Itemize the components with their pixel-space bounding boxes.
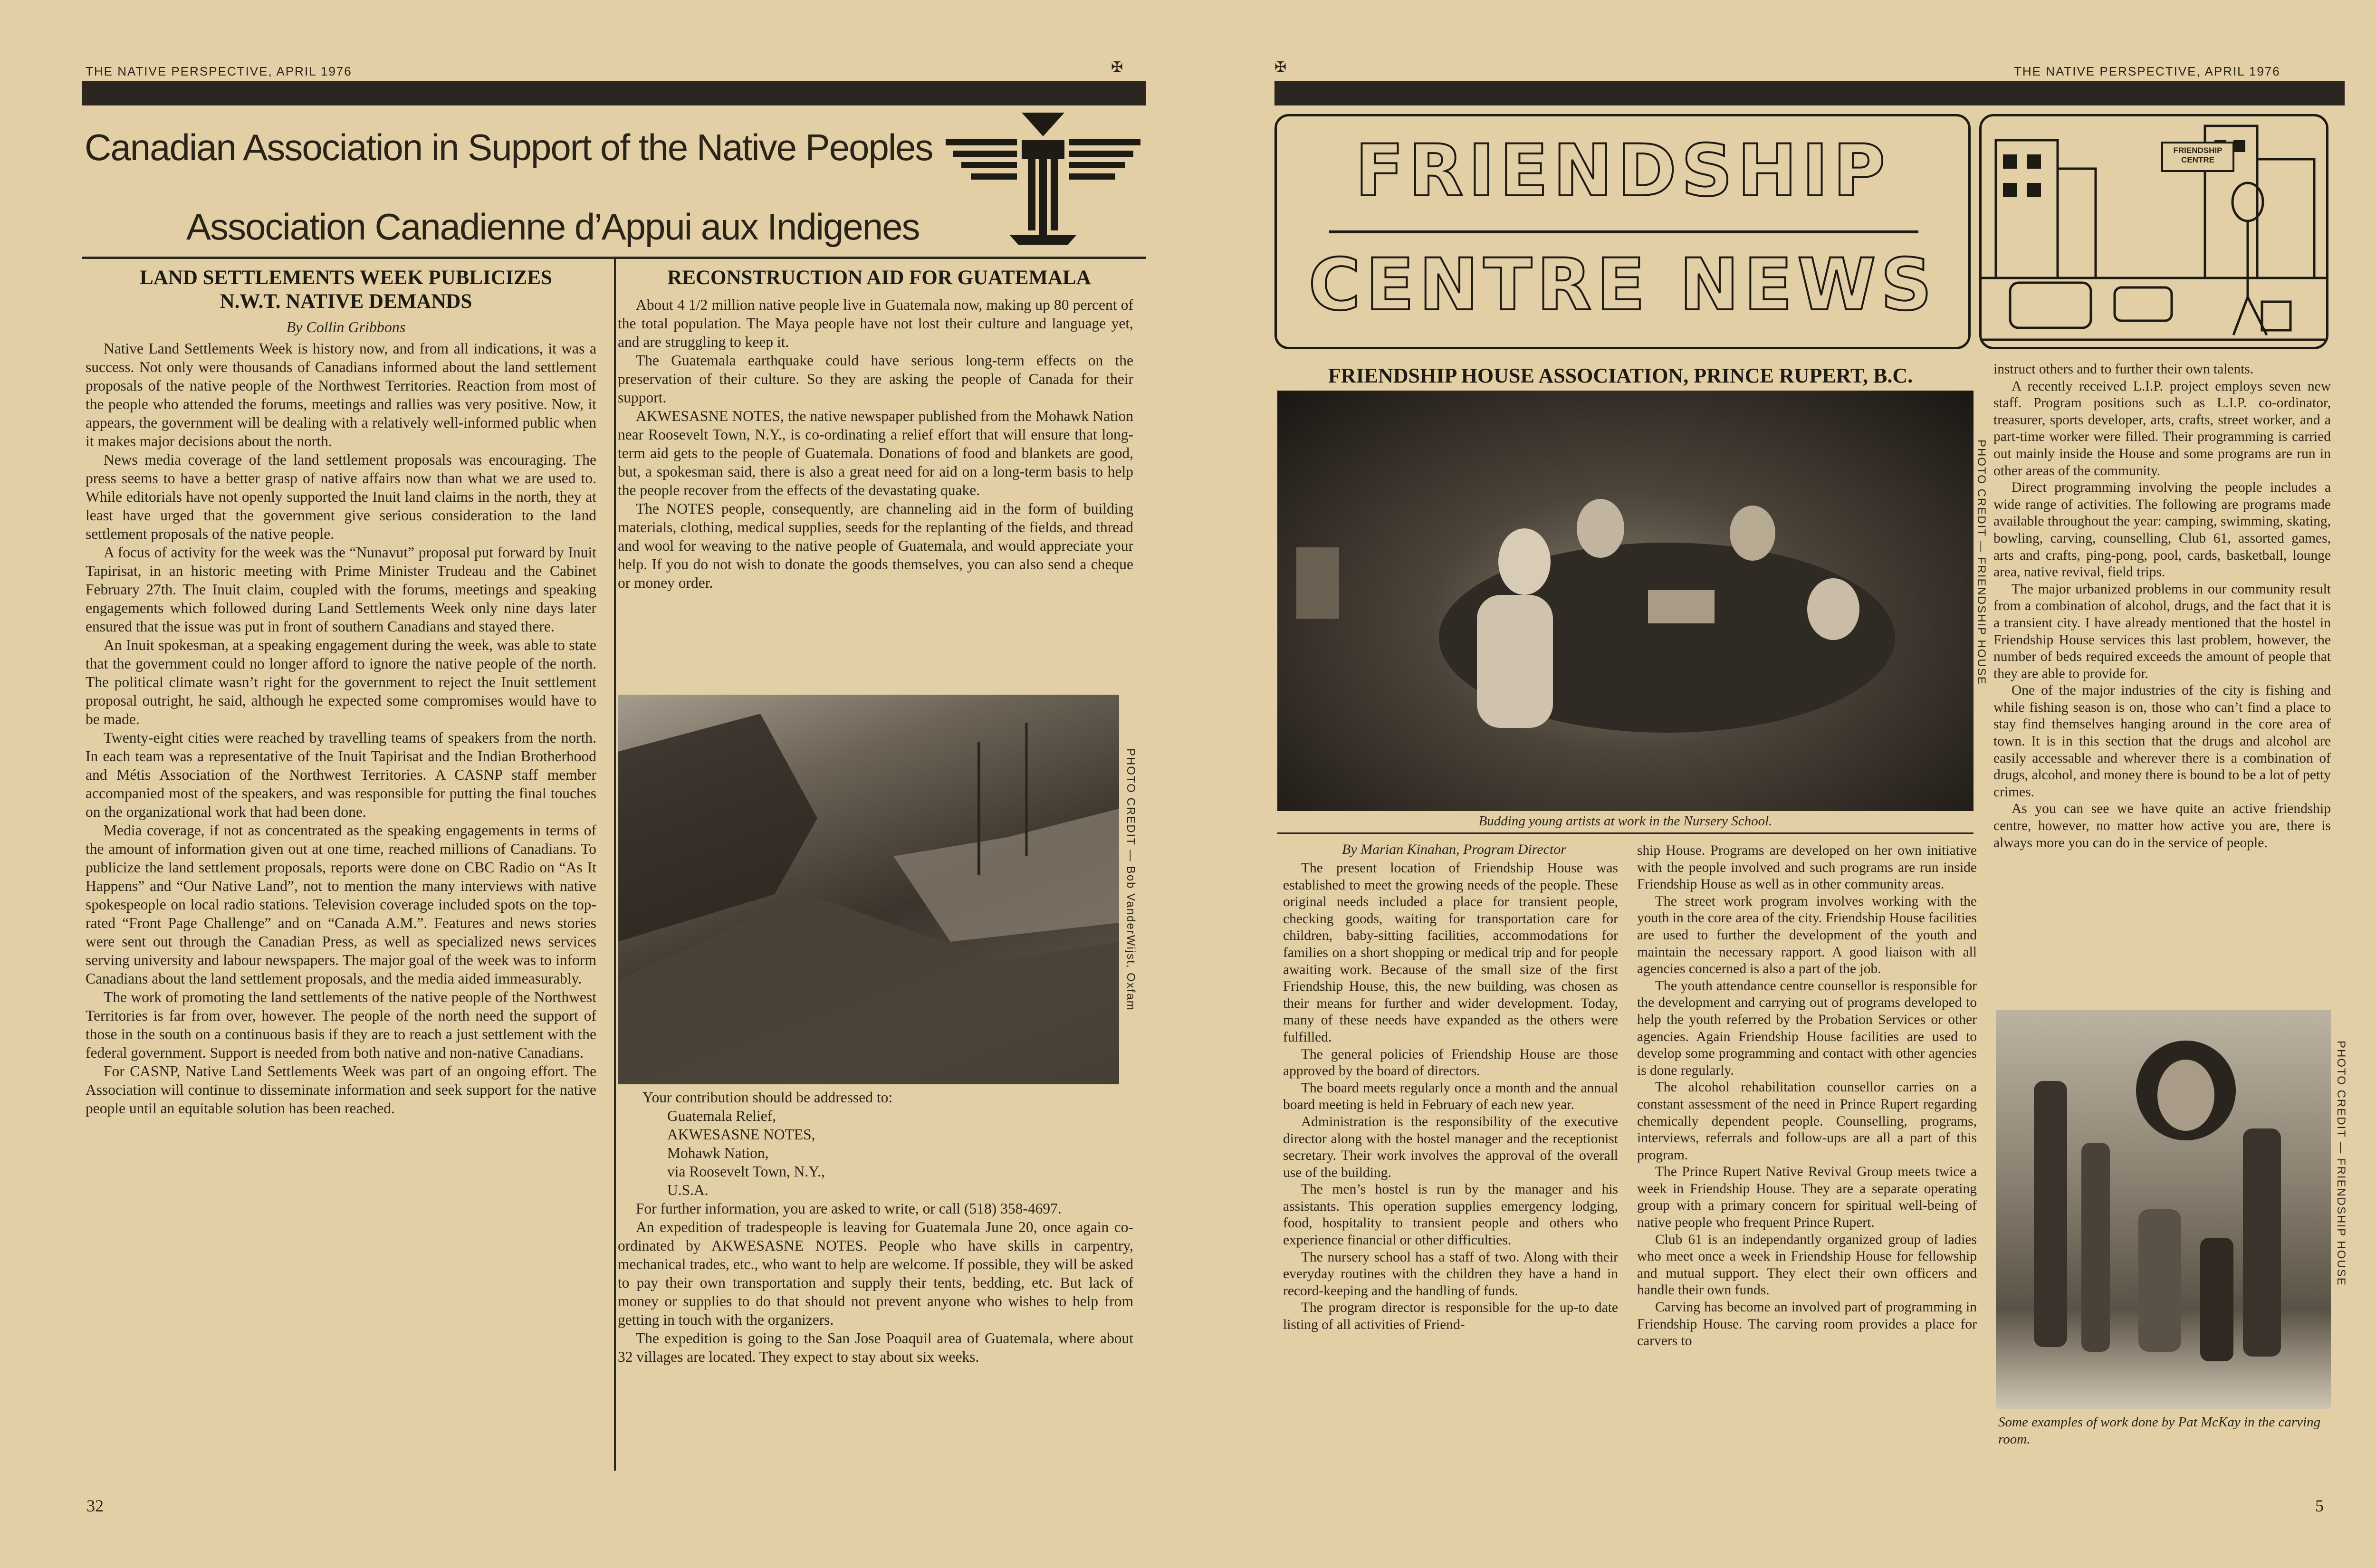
paragraph: The program director is responsible for the up-to date listing of all activities of Friend- <box>1283 1300 1618 1333</box>
paragraph: The Guatemala earthquake could have serious long-term effects on the preservation of their culture. So they are asking the people of Canada for their support. <box>618 352 1133 406</box>
article-body-land-settlements <box>86 339 596 1118</box>
friendship-centre-news-banner <box>1274 114 1971 349</box>
paragraph: The work of promoting the land settlements of the native people of the Northwest Territories is far from over, however. The people of the north need the support of those in the south on a continuous basis if they are to reach a just settlement with the federal government. Support is needed from both native and non-native Canadians. <box>86 989 596 1061</box>
nursery-photo-illustration <box>1277 391 1974 811</box>
header-bar-right <box>1274 81 2345 105</box>
paragraph: Club 61 is an independantly organized group of ladies who meet once a week in Friendship House for fellowship and mutual support. They elect their own officers and handle their own funds. <box>1637 1232 1977 1298</box>
article-col-2 <box>1637 842 1977 1350</box>
running-head-right: THE NATIVE PERSPECTIVE, APRIL 1976 <box>2014 64 2280 78</box>
caption-rule <box>1277 832 1974 834</box>
masthead-french: Association Canadienne d’Appui aux Indigenes <box>186 206 920 248</box>
paragraph: Administration is the responsibility of the executive director along with the hostel manager and the receptionist secretary. Their work involves the approval of the overall use of the building. <box>1283 1114 1618 1180</box>
photo-credit-friendship-house-2: PHOTO CREDIT — FRIENDSHIP HOUSE <box>2335 1041 2347 1286</box>
byline-friendship: By Marian Kinahan, Program Director <box>1342 841 1566 857</box>
header-bar-left <box>82 81 1146 105</box>
paragraph: Media coverage, if not as concentrated as the speaking engagements in terms of the amount of information given out at one time, reached millions of Canadians. To publicize the land settlement proposals, reports were done on CBC Radio on “As It Happens” and “Our Native Land”, not to mention the many interviews with native spokespeople on local radio stations. Television coverage included spots on the top-rated “Front Page Challenge” and on “Canada A.M.”. Features and news stories were sent out through the Canadian Press, as well as specialized news services serving university and labour newspapers. The major goal of the week was to inform Canadians about the land settlement proposals, and the media aided immeasurably. <box>86 822 596 987</box>
running-head-left: THE NATIVE PERSPECTIVE, APRIL 1976 <box>86 64 352 78</box>
paragraph: The street work program involves working with the youth in the core area of the city. Friendship House facilities are used to further the development of the youth and maintain the necessary rapport. A good liaison with all agencies concerned is also a part of the job. <box>1637 893 1977 977</box>
ornament-icon: ✠ <box>1111 59 1123 75</box>
paragraph: An expedition of tradespeople is leaving for Guatemala June 20, once again co-ordinated by AKWESASNE NOTES. People who have skills in carpentry, mechanical trades, etc., who want to help are welcome. If possible, they will be asked to pay their own transportation and supply their tents, bedding, etc. But lack of money or supplies to do that should not prevent anyone who wishes to help from getting in touch with the organizers. <box>618 1219 1133 1328</box>
headline-line-2: N.W.T. NATIVE DEMANDS <box>220 290 472 313</box>
article-body-guatemala-continued <box>618 1199 1133 1366</box>
address-line: Guatemala Relief, <box>667 1108 776 1124</box>
paragraph: AKWESASNE NOTES, the native newspaper published from the Mohawk Nation near Roosevelt Town, N.Y., is co-ordinating a relief effort that will ensure that long-term aid gets to the people of Guatemala. Donations of food and blankets are good, but, a spokesman said, there is also a great need for aid on a long-term basis to help the people recover from the effects of the devastating quake. <box>618 408 1133 498</box>
address-intro: Your contribution should be addressed to: <box>642 1089 893 1106</box>
article-col-1 <box>1283 860 1618 1334</box>
article-headline-guatemala: RECONSTRUCTION AID FOR GUATEMALA <box>667 267 1091 289</box>
illustration-sign: FRIENDSHIP CENTRE <box>2173 146 2223 164</box>
paragraph: The Prince Rupert Native Revival Group meets twice a week in Friendship House. They are a separate operating group with a primary concern for spiritual well-being of native people who frequent Prince Rupert. <box>1637 1164 1977 1231</box>
address-line: Mohawk Nation, <box>667 1145 769 1161</box>
paragraph: instruct others and to further their own talents. <box>1993 362 2254 377</box>
photo-caption-carvings: Some examples of work done by Pat McKay in the carving room. <box>1998 1415 2321 1447</box>
article-col-3 <box>1993 361 2331 851</box>
nursery-school-photo <box>1277 391 1974 811</box>
photo-credit-friendship-house-1: PHOTO CREDIT — FRIENDSHIP HOUSE <box>1975 440 1988 685</box>
paragraph: An Inuit spokesman, at a speaking engagement during the week, was able to state that the government could no longer afford to ignore the native people of the north. The political climate wasn’t right for the government to reject the Inuit settlement proposal outright, he said, although he expected some compromises would have to be made. <box>86 637 596 727</box>
address-block <box>642 1088 1132 1199</box>
paragraph: For CASNP, Native Land Settlements Week was part of an ongoing effort. The Association will continue to disseminate information and seek support for the native people until an equitable solution has been reached. <box>86 1063 596 1117</box>
photo-credit-oxfam: PHOTO CREDIT — Bob VanderWijst, Oxfam <box>1124 748 1137 1011</box>
carvings-photo <box>1996 1010 2331 1409</box>
paragraph: The NOTES people, consequently, are channeling aid in the form of building materials, clothing, medical supplies, seeds for the replanting of the fields, and thread and wool for weaving to the native people of Guatemala, and would appreciate your help. If you do not wish to donate the goods themselves, you can also send a cheque or money order. <box>618 500 1133 591</box>
paragraph: As you can see we have quite an active friendship centre, however, no matter how active you are, there is always more you can do in the service of people. <box>1993 801 2331 851</box>
thunderbird-logo <box>943 107 1143 249</box>
paragraph: The general policies of Friendship House are those approved by the board of directors. <box>1283 1046 1618 1079</box>
paragraph: The youth attendance centre counsellor is responsible for the development and carrying out of programs developed to help the youth referred by the Probation Services or other agencies. Again Friendship House facilities are used to develop some programming and contact with other agencies is done regularly. <box>1637 978 1977 1078</box>
paragraph: About 4 1/2 million native people live in Guatemala now, making up 80 percent of the total population. The Maya people have not lost their culture and language yet, and are struggling to keep it. <box>618 296 1133 350</box>
paragraph: The board meets regularly once a month and the annual board meeting is held in February of each new year. <box>1283 1080 1618 1113</box>
street-scene-illustration <box>1979 114 2328 349</box>
article-headline-friendship-house: FRIENDSHIP HOUSE ASSOCIATION, PRINCE RUPERT, B.C. <box>1328 364 1913 387</box>
paragraph: The men’s hostel is run by the manager and his assistants. This operation supplies emergency lodging, food, hospitality to transient people and others who experience financial or other difficulties. <box>1283 1182 1618 1248</box>
paragraph: The major urbanized problems in our community result from a combination of alcohol, drugs, and the fact that it is a transient city. I have already mentioned that the hostel in Friendship House services this last problem, however, the number of beds required exceeds the amount of people that they are able to provide for. <box>1993 581 2331 681</box>
paragraph: Native Land Settlements Week is history now, and from all indications, it was a success. Not only were thousands of Canadians informed about the land settlement proposals of the native people of the Northwest Territories. Reaction from most of the people who attended the forums, meetings and rallies was very positive. Now, it appears, the government will be dealing with a relatively well-informed public when it makes major decisions about the north. <box>86 340 596 449</box>
column-divider <box>614 259 616 1471</box>
paragraph: The alcohol rehabilitation counsellor carries on a constant assessment of the need in Prince Rupert regarding chemically dependent people. Counselling, programs, interviews, referrals and follow-ups are all a part of this program. <box>1637 1080 1977 1163</box>
paragraph: A focus of activity for the week was the “Nunavut” proposal put forward by Inuit Tapirisat, in an historic meeting with Prime Minister Trudeau and the Cabinet February 27th. The Inuit claim, coupled with the forums, meetings and speaking engagements which followed during Land Settlements Week only nine days later ensured that the issue was put in front of southern Canadians and stayed there. <box>86 544 596 635</box>
page-number-left: 32 <box>86 1496 104 1515</box>
photo-caption-nursery: Budding young artists at work in the Nursery School. <box>1478 813 1772 829</box>
banner-line-1: FRIENDSHIP <box>1355 130 1890 212</box>
paragraph: ship House. Programs are developed on her own initiative with the people involved and such programs are run inside Friendship House as well as in other community areas. <box>1637 843 1977 892</box>
article-headline-land-settlements <box>85 266 607 314</box>
paragraph: The present location of Friendship House was established to meet the growing needs of the people. These original needs included a place for transient people, checking goods, waiting for transportation care for children, baby-sitting facilities, accommodations for families on a short shopping or medical trip and for people awaiting work. Because of the small size of the first Friendship House, this, the new building, was chosen as their means for further and wider development. Today, many of these needs have expanded as the others were fulfilled. <box>1283 860 1618 1045</box>
paragraph: Carving has become an involved part of programming in Friendship House. The carving room provides a place for carvers to <box>1637 1300 1977 1349</box>
headline-line-1: LAND SETTLEMENTS WEEK PUBLICIZES <box>140 267 552 289</box>
paragraph: For further information, you are asked to write, or call (518) 358-4697. <box>636 1200 1062 1217</box>
byline: By Collin Gribbons <box>286 318 406 335</box>
paragraph: Direct programming involving the people includes a wide range of activities. The following are programs made available throughout the year: camping, swimming, skating, bowling, carving, counselling, Club 61, assorted games, arts and crafts, ping-pong, pool, cards, basketball, lounge area, native revival, field trips. <box>1993 480 2331 580</box>
carvings-illustration <box>1996 1010 2331 1409</box>
ornament-icon: ✠ <box>1274 59 1287 75</box>
paragraph: One of the major industries of the city is fishing and while fishing season is on, those who can’t find a place to stay find themselves hanging around in the core area of town. It is in this section that the drugs and alcohol are easily accessable and wherever there is a combination of drugs, alcohol, and money there is bound to be a lot of petty crimes. <box>1993 683 2331 800</box>
banner-line-2: CENTRE NEWS <box>1308 244 1937 326</box>
article-body-guatemala <box>618 296 1133 592</box>
paragraph: News media coverage of the land settlement proposals was encouraging. The press seems to have a better grasp of native affairs now than what we are used to. While editorials have not openly supported the Inuit land claims in the north, they at least have urged that the government give serious consideration to the land settlement proposals of the native people. <box>86 451 596 542</box>
rubble-illustration <box>618 695 1119 1084</box>
earthquake-rubble-photo <box>618 695 1119 1084</box>
page-number-right: 5 <box>2315 1496 2324 1515</box>
banner-divider <box>1329 230 1918 233</box>
paragraph: The expedition is going to the San Jose Poaquil area of Guatemala, where about 32 villages are located. They expect to stay about six weeks. <box>618 1330 1133 1365</box>
paragraph: Twenty-eight cities were reached by travelling teams of speakers from the north. In each team was a representative of the Inuit Tapirisat and the Indian Brotherhood and Métis Association of the Northwest Territories. A CASNP staff member accompanied most of the speakers, and was responsible for putting the final touches on the organizational work that had been done. <box>86 729 596 820</box>
paragraph: The nursery school has a staff of two. Along with their everyday routines with the children they have a hand in record-keeping and the handling of funds. <box>1283 1249 1618 1299</box>
address-line: U.S.A. <box>667 1182 709 1198</box>
address-line: AKWESASNE NOTES, <box>667 1126 815 1143</box>
paragraph: A recently received L.I.P. project employs seven new staff. Program positions such as L.I.P. co-ordinator, treasurer, sports developer, arts, crafts, street worker, and a part-time worker were filled. Their programming is carried out mainly inside the House and some programs are run in other areas of the community. <box>1993 378 2331 478</box>
street-drawing <box>1982 116 2326 347</box>
masthead-english: Canadian Association in Support of the Native Peoples <box>85 126 933 168</box>
address-line: via Roosevelt Town, N.Y., <box>667 1163 825 1180</box>
